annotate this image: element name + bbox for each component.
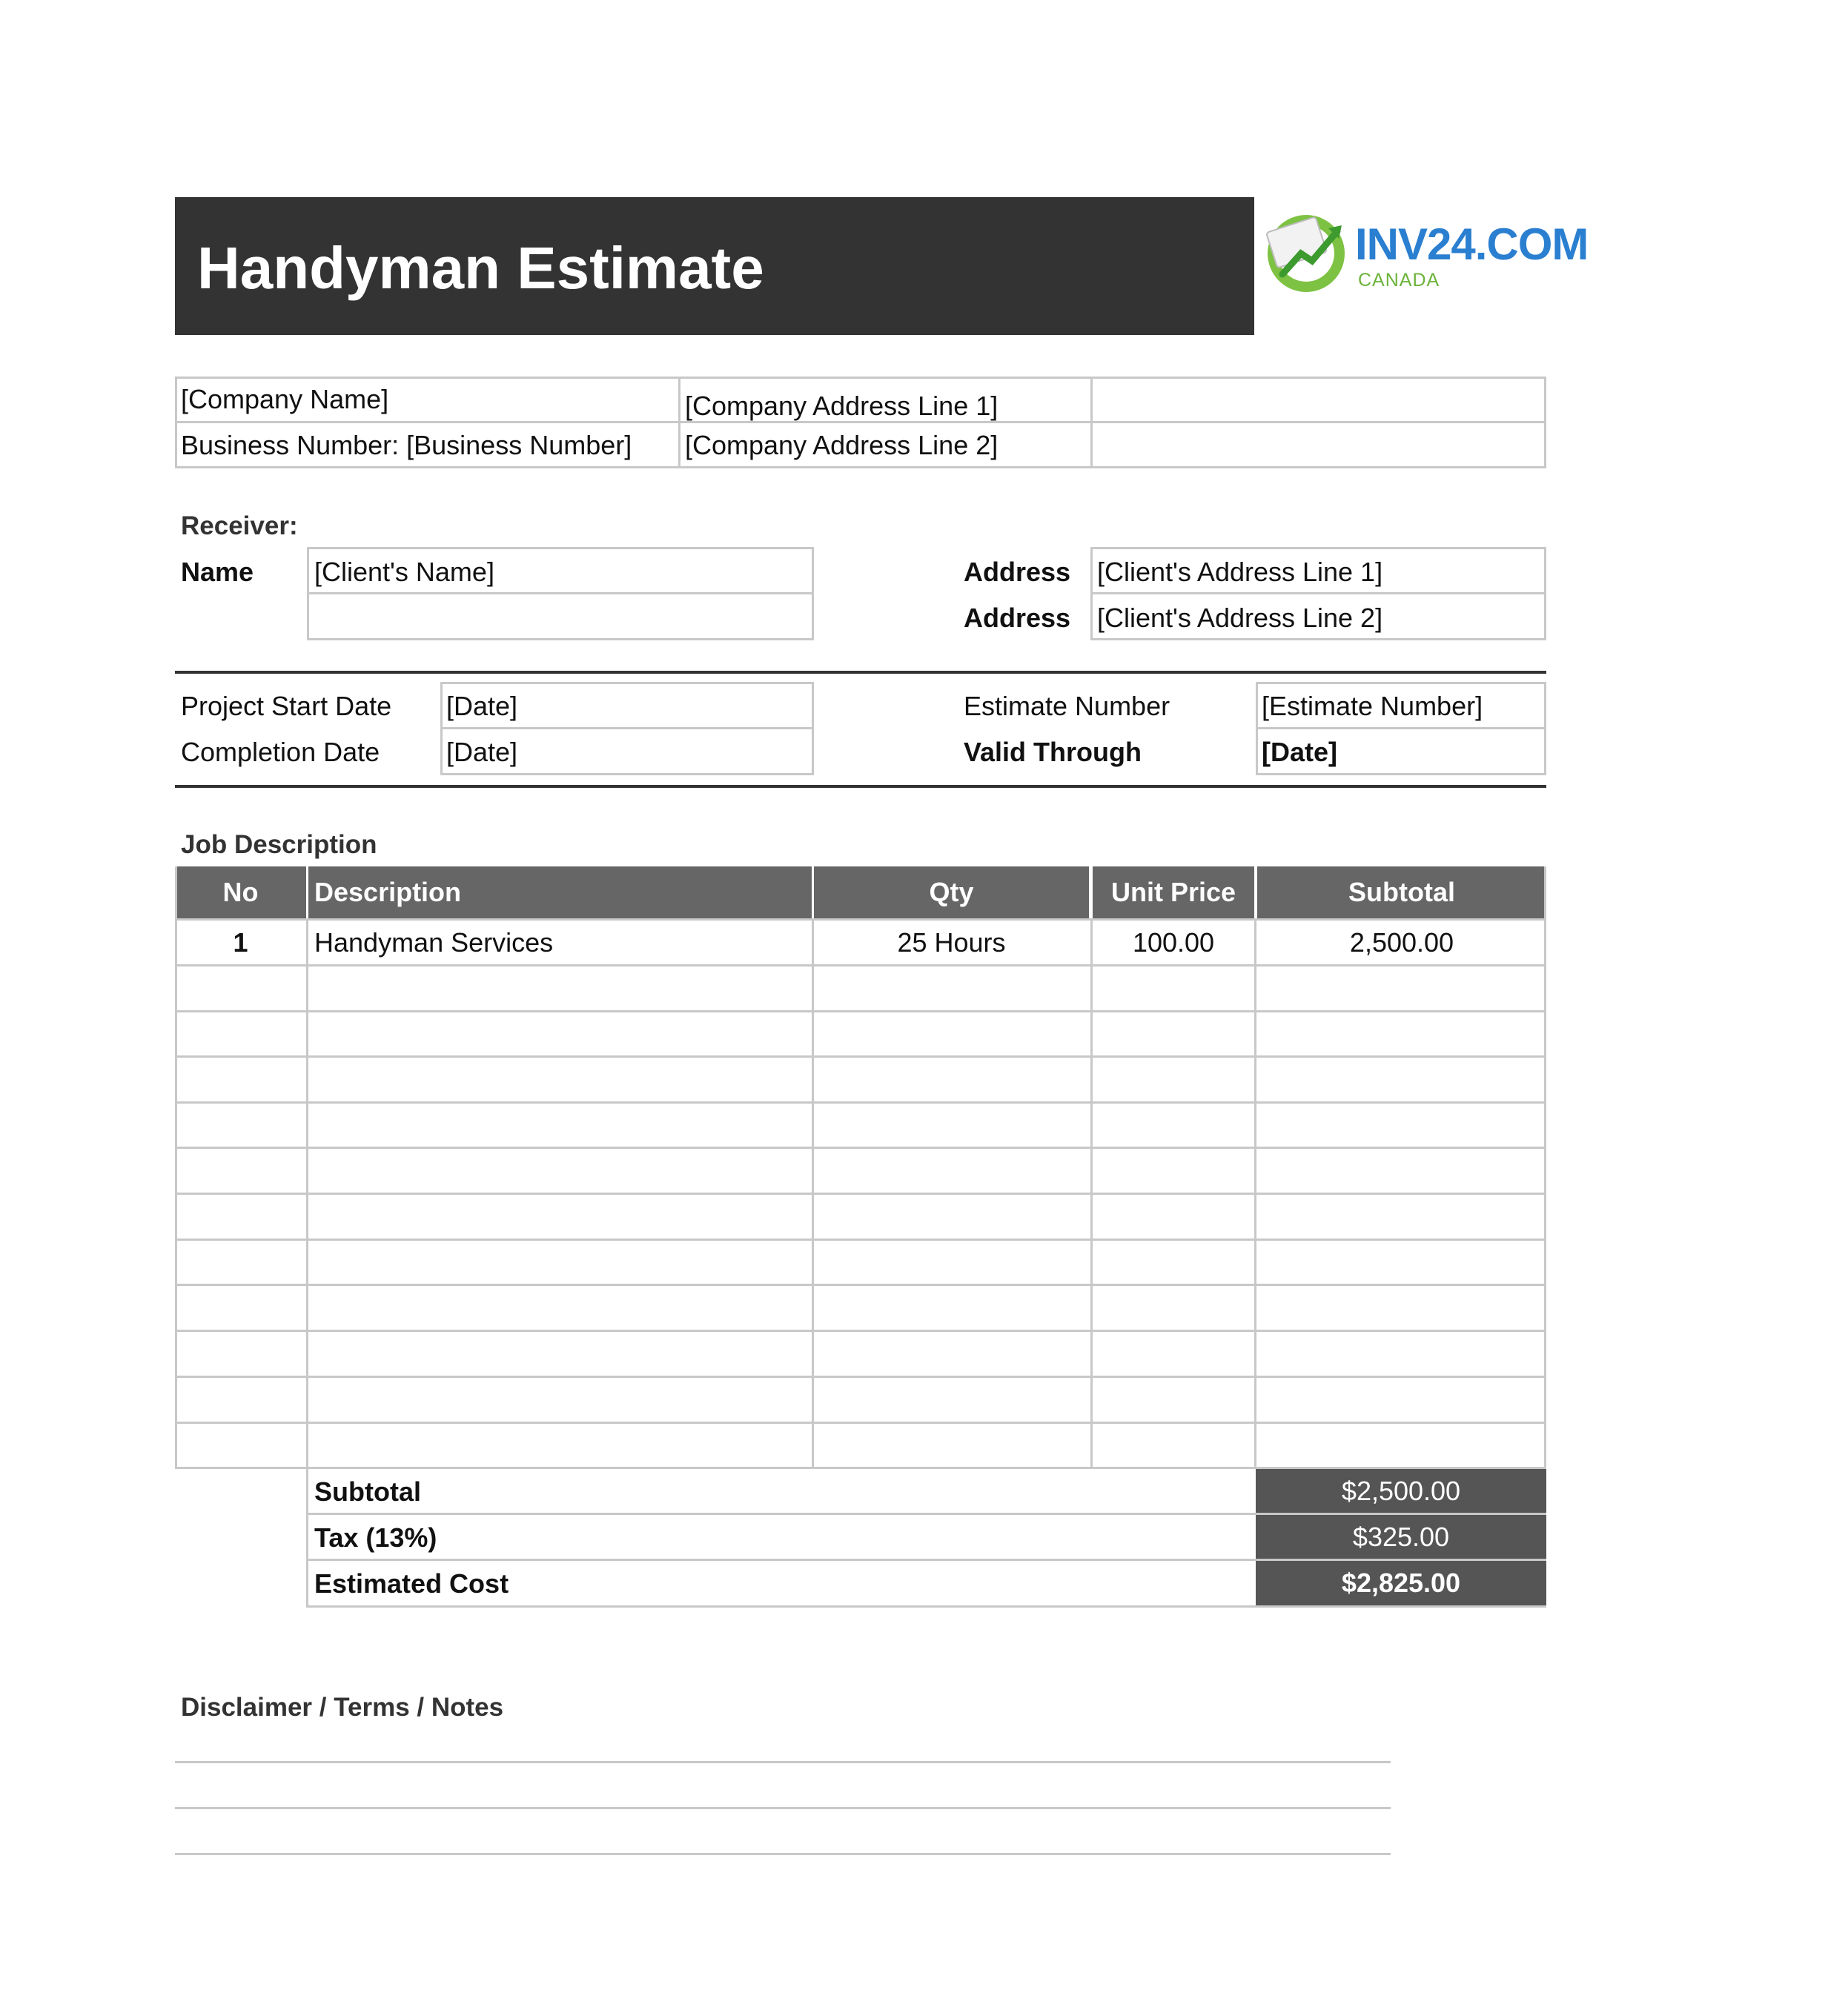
col-header-subtotal: Subtotal <box>1257 866 1546 918</box>
valid-through-value: [Date] <box>1262 737 1338 767</box>
client-address-1: [Client's Address Line 1] <box>1097 557 1383 587</box>
dates-bottom-rule <box>175 785 1546 788</box>
address-label-1: Address <box>964 557 1071 587</box>
estimated-cost-label: Estimated Cost <box>314 1568 509 1599</box>
dates-top-rule <box>175 671 1546 674</box>
subtotal-label: Subtotal <box>314 1476 421 1507</box>
job-description-heading: Job Description <box>181 830 377 859</box>
row-qty: 25 Hours <box>897 927 1006 958</box>
notes-line <box>175 1761 1391 1763</box>
row-description: Handyman Services <box>314 927 554 958</box>
client-address-2: [Client's Address Line 2] <box>1097 603 1383 633</box>
valid-through-label: Valid Through <box>964 737 1142 767</box>
start-date-value: [Date] <box>446 691 518 721</box>
estimated-cost-value: $2,825.00 <box>1256 1561 1546 1605</box>
subtotal-value: $2,500.00 <box>1256 1469 1546 1513</box>
page-title: Handyman Estimate <box>197 235 764 301</box>
col-header-description: Description <box>308 866 812 918</box>
col-header-no: No <box>175 866 306 918</box>
col-header-unit-price: Unit Price <box>1093 866 1254 918</box>
col-header-qty: Qty <box>814 866 1089 918</box>
estimate-number-value: [Estimate Number] <box>1262 691 1483 721</box>
logo-icon <box>1260 209 1354 295</box>
company-name: [Company Name] <box>181 384 389 414</box>
tax-label: Tax (13%) <box>314 1522 437 1553</box>
completion-date-label: Completion Date <box>181 737 380 767</box>
receiver-heading: Receiver: <box>181 511 298 540</box>
tax-value: $325.00 <box>1256 1515 1546 1559</box>
client-name: [Client's Name] <box>314 557 494 587</box>
start-date-label: Project Start Date <box>181 691 392 721</box>
row-subtotal: 2,500.00 <box>1349 927 1454 958</box>
notes-line <box>175 1853 1391 1855</box>
name-label: Name <box>181 557 254 587</box>
notes-line <box>175 1807 1391 1809</box>
completion-date-value: [Date] <box>446 737 518 767</box>
row-no: 1 <box>233 927 248 958</box>
estimate-number-label: Estimate Number <box>964 691 1170 721</box>
row-unit-price: 100.00 <box>1132 927 1215 958</box>
logo-text: INV24.COM <box>1355 219 1589 269</box>
company-address-2: [Company Address Line 2] <box>685 430 999 460</box>
business-number: Business Number: [Business Number] <box>181 430 632 460</box>
address-label-2: Address <box>964 603 1071 633</box>
company-address-1: [Company Address Line 1] <box>685 391 999 421</box>
logo-subtext: CANADA <box>1358 270 1440 291</box>
notes-heading: Disclaimer / Terms / Notes <box>181 1693 504 1722</box>
